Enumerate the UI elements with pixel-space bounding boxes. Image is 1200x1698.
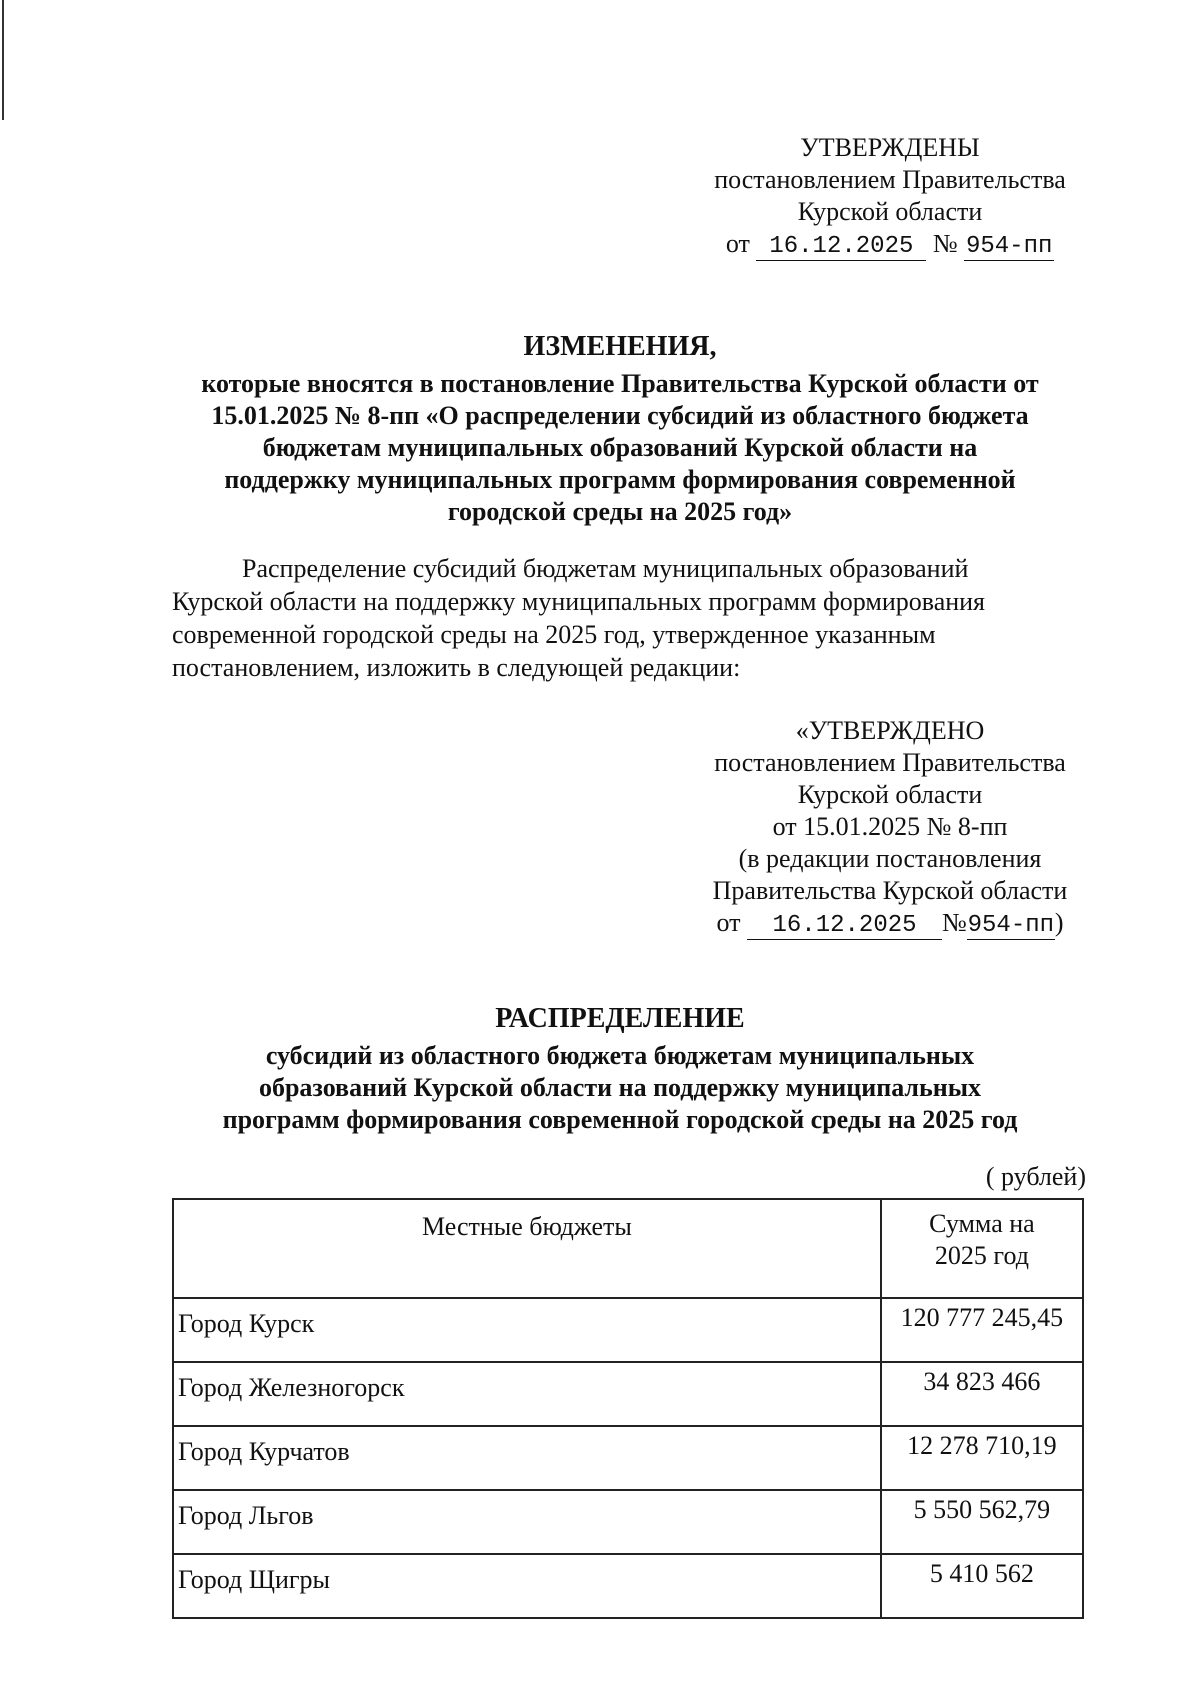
paragraph-line: постановлением, изложить в следующей редакции: [172, 653, 741, 682]
budget-table [172, 1198, 1084, 1619]
changes-subtitle-line: 15.01.2025 № 8-пп «О распределении субсидий из областного бюджета [211, 401, 1029, 430]
quoted-approval-date-line: от 16.12.2025 №954-пп) [716, 908, 1064, 939]
distribution-subtitle-line: образований Курской области на поддержку муниципальных [258, 1073, 982, 1102]
units-label: ( рублей) [985, 1162, 1086, 1191]
table-row [173, 1490, 1083, 1554]
table-header-row [173, 1199, 1083, 1298]
approval-title: УТВЕРЖДЕНЫ [800, 133, 980, 162]
header-local-budgets: Местные бюджеты [173, 1199, 881, 1298]
quoted-approval [680, 715, 1100, 940]
table-row [173, 1362, 1083, 1426]
distribution-subtitle-line: программ формирования современной городской среды на 2025 год [222, 1105, 1018, 1134]
budget-name: Город Железногорск [173, 1362, 881, 1426]
paragraph-line: Распределение субсидий бюджетам муниципальных образований [242, 554, 969, 583]
distribution-subtitle-line: субсидий из областного бюджета бюджетам муниципальных [265, 1041, 975, 1070]
budget-sum: 5 410 562 [881, 1554, 1083, 1618]
budget-sum: 120 777 245,45 [881, 1298, 1083, 1362]
paragraph-line: Курской области на поддержку муниципальных программ формирования [172, 587, 986, 616]
quoted-approval-number: 954-пп [967, 912, 1055, 939]
distribution-heading: РАСПРЕДЕЛЕНИЕ [495, 1003, 745, 1034]
approval-date-line: от 16.12.2025 № 954-пп [725, 229, 1053, 260]
body-paragraph [172, 552, 1084, 684]
changes-subtitle-line: бюджетам муниципальных образований Курской области на [262, 433, 978, 462]
budget-name: Город Льгов [173, 1490, 881, 1554]
changes-subtitle-line: поддержку муниципальных программ формирования современной [224, 465, 1016, 494]
budget-sum: 34 823 466 [881, 1362, 1083, 1426]
quoted-approval-line: от 15.01.2025 № 8-пп [772, 812, 1008, 841]
quoted-approval-line: Правительства Курской области [712, 876, 1068, 905]
scan-edge-line [2, 0, 4, 120]
budget-sum: 5 550 562,79 [881, 1490, 1083, 1554]
approval-header [680, 132, 1100, 261]
approval-number: 954-пп [965, 233, 1053, 260]
paragraph-line: современной городской среды на 2025 год, утвержденное указанным [172, 620, 936, 649]
table-row [173, 1426, 1083, 1490]
changes-title [150, 330, 1090, 528]
quoted-approval-line: (в редакции постановления [738, 844, 1042, 873]
approval-date: 16.12.2025 [756, 234, 926, 261]
table-row [173, 1554, 1083, 1618]
distribution-title [150, 1002, 1090, 1136]
changes-heading: ИЗМЕНЕНИЯ, [523, 331, 717, 362]
budget-sum: 12 278 710,19 [881, 1426, 1083, 1490]
changes-subtitle-line: которые вносятся в постановление Правительства Курской области от [201, 369, 1039, 398]
header-sum: Сумма на 2025 год [881, 1199, 1083, 1298]
budget-name: Город Курчатов [173, 1426, 881, 1490]
budget-name: Город Курск [173, 1298, 881, 1362]
table-row [173, 1298, 1083, 1362]
approval-line: постановлением Правительства [714, 165, 1066, 194]
changes-subtitle-line: городской среды на 2025 год» [447, 497, 793, 526]
quoted-approval-line: Курской области [797, 780, 983, 809]
budget-name: Город Щигры [173, 1554, 881, 1618]
quoted-approval-line: постановлением Правительства [714, 748, 1066, 777]
quoted-approval-date: 16.12.2025 [747, 913, 942, 940]
quoted-approval-title: «УТВЕРЖДЕНО [795, 716, 985, 745]
approval-line: Курской области [797, 197, 983, 226]
